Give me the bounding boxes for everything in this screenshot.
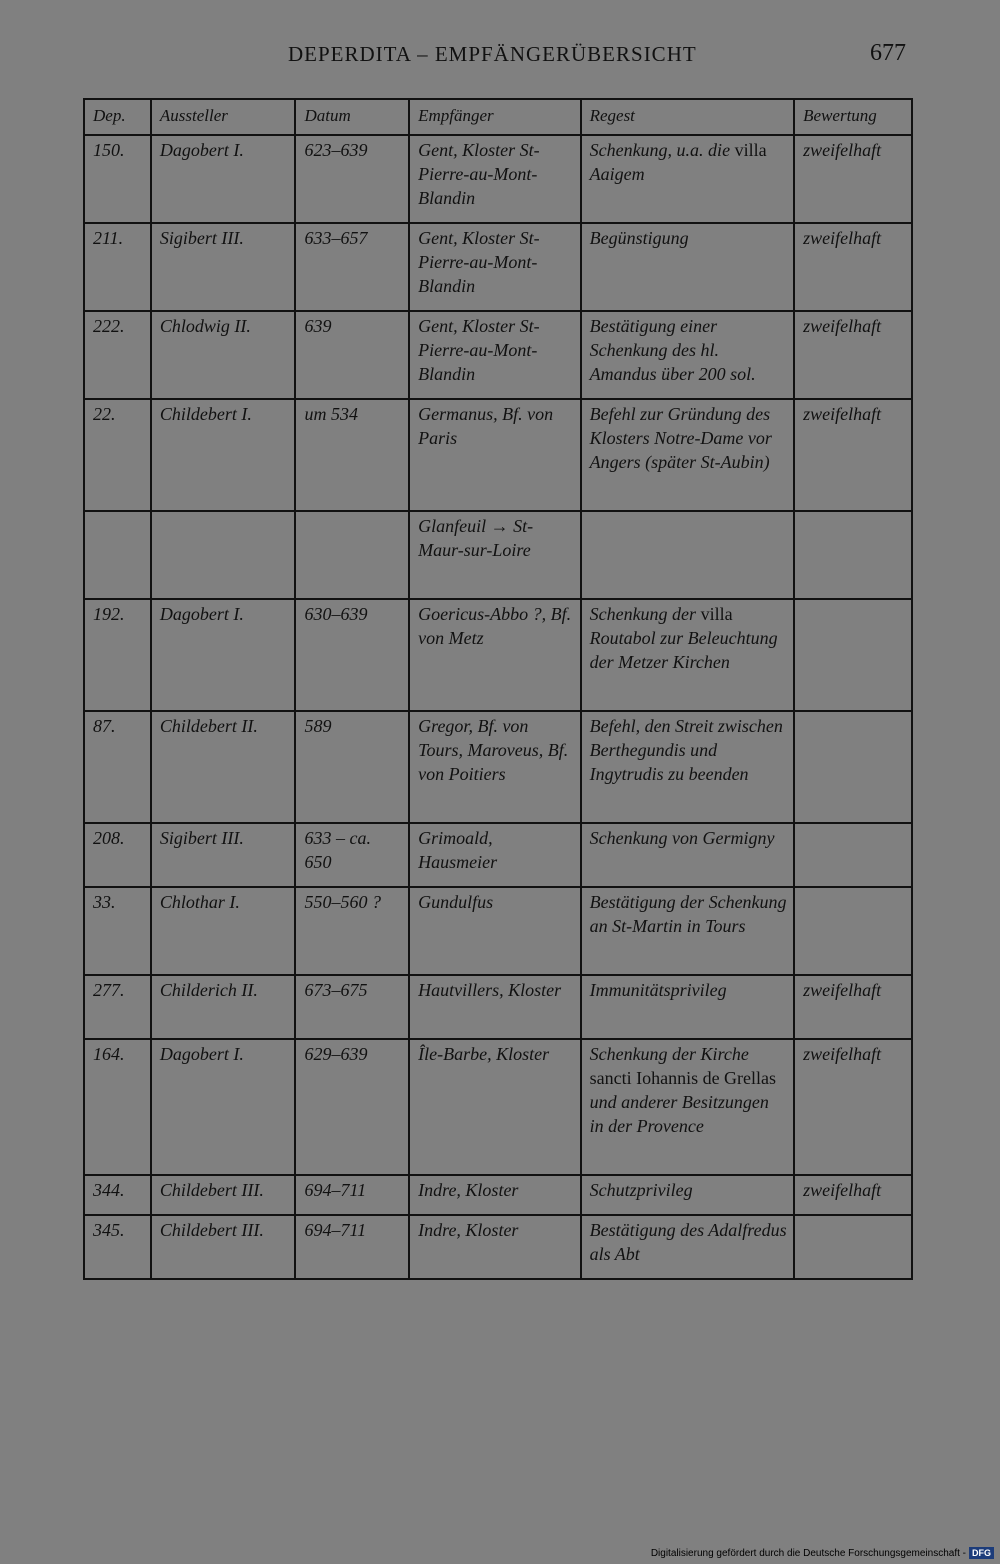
regest-cell (581, 975, 795, 1039)
datum-cell: 694–711 (295, 1215, 409, 1279)
dep-cell: 222. (84, 311, 151, 399)
table-row (84, 1215, 912, 1279)
empfaenger-cell: Goericus-Abbo ?, Bf. von Metz (409, 599, 580, 711)
table-row (84, 311, 912, 399)
aussteller-cell (151, 511, 296, 599)
dep-cell: 211. (84, 223, 151, 311)
table-row (84, 823, 912, 887)
regest-text: Schenkung der Kirche (589, 1044, 749, 1064)
regest-roman-text: sancti Iohannis de Grellas (589, 1068, 777, 1088)
bewertung-cell: zweifelhaft (794, 975, 912, 1039)
regest-cell (581, 887, 795, 975)
table-row (84, 711, 912, 823)
bewertung-cell (794, 599, 912, 711)
bewertung-cell: zweifelhaft (794, 223, 912, 311)
table-row (84, 399, 912, 511)
bewertung-cell: zweifelhaft (794, 1175, 912, 1215)
regest-cell (581, 511, 795, 599)
regest-cell (581, 823, 795, 887)
regest-cell (581, 1039, 795, 1175)
empfaenger-cell: Grimoald, Hausmeier (409, 823, 580, 887)
regest-text: Schutzprivileg (589, 1180, 693, 1200)
regest-text: Schenkung von Germigny (589, 828, 775, 848)
regest-text: Schenkung, u.a. die (589, 140, 731, 160)
datum-cell: um 534 (295, 399, 409, 511)
regest-cell (581, 399, 795, 511)
table-row (84, 599, 912, 711)
dep-cell: 22. (84, 399, 151, 511)
bewertung-cell: zweifelhaft (794, 1039, 912, 1175)
bewertung-cell (794, 511, 912, 599)
column-header-empfaenger: Empfänger (409, 99, 580, 135)
empfaenger-cell: Gent, Kloster St-Pierre-au-Mont-Blandin (409, 223, 580, 311)
digitization-footer (651, 1547, 994, 1559)
regest-cell (581, 599, 795, 711)
bewertung-cell (794, 823, 912, 887)
column-header-aussteller: Aussteller (151, 99, 296, 135)
aussteller-cell: Chlothar I. (151, 887, 296, 975)
datum-cell: 694–711 (295, 1175, 409, 1215)
regest-cell (581, 711, 795, 823)
aussteller-cell: Childebert II. (151, 711, 296, 823)
regest-roman-text: villa (734, 140, 767, 160)
regest-text: Schenkung der (589, 604, 697, 624)
regest-cell (581, 1175, 795, 1215)
empfaenger-cell: Glanfeuil → St-Maur-sur-Loire (409, 511, 580, 599)
datum-cell: 623–639 (295, 135, 409, 223)
dep-cell: 344. (84, 1175, 151, 1215)
dep-cell: 164. (84, 1039, 151, 1175)
empfaenger-cell: Indre, Kloster (409, 1175, 580, 1215)
bewertung-cell: zweifelhaft (794, 311, 912, 399)
regest-text: Immunitätsprivileg (589, 980, 727, 1000)
empfaenger-cell: Germanus, Bf. von Paris (409, 399, 580, 511)
regest-text: Befehl, den Streit zwischen Berthegundis und Ingytrudis zu beenden (589, 716, 783, 784)
regest-cell (581, 223, 795, 311)
aussteller-cell: Childebert III. (151, 1175, 296, 1215)
datum-cell: 639 (295, 311, 409, 399)
regest-cell (581, 311, 795, 399)
table-row (84, 135, 912, 223)
regest-text-cont: Aaigem (589, 164, 645, 184)
regest-roman-text: villa (700, 604, 733, 624)
empfaenger-cell: Indre, Kloster (409, 1215, 580, 1279)
datum-cell: 550–560 ? (295, 887, 409, 975)
bewertung-cell: zweifelhaft (794, 135, 912, 223)
running-head: DEPERDITA – EMPFÄNGERÜBERSICHT (288, 42, 697, 66)
regest-text-cont: und anderer Besitzungen in der Provence (589, 1092, 769, 1136)
aussteller-cell: Sigibert III. (151, 823, 296, 887)
datum-cell: 633 – ca. 650 (295, 823, 409, 887)
aussteller-cell: Dagobert I. (151, 135, 296, 223)
regest-text: Bestätigung des Adalfredus als Abt (589, 1220, 787, 1264)
aussteller-cell: Chlodwig II. (151, 311, 296, 399)
column-header-datum: Datum (295, 99, 409, 135)
aussteller-cell: Childebert III. (151, 1215, 296, 1279)
dep-cell: 33. (84, 887, 151, 975)
bewertung-cell (794, 1215, 912, 1279)
dep-cell: 345. (84, 1215, 151, 1279)
footer-text: Digitalisierung gefördert durch die Deutsche Forschungsgemeinschaft - (650, 1547, 966, 1559)
table-row (84, 887, 912, 975)
aussteller-cell: Childebert I. (151, 399, 296, 511)
empfaenger-cell: Gent, Kloster St-Pierre-au-Mont-Blandin (409, 311, 580, 399)
regest-cell (581, 135, 795, 223)
bewertung-cell (794, 711, 912, 823)
regest-text: Bestätigung der Schenkung an St-Martin in Tours (589, 892, 787, 936)
empfaenger-cell: Hautvillers, Kloster (409, 975, 580, 1039)
table-header-row (84, 99, 912, 135)
bewertung-cell: zweifelhaft (794, 399, 912, 511)
regest-text: Bestätigung einer Schenkung des hl. Amandus über 200 sol. (589, 316, 756, 384)
column-header-dep: Dep. (84, 99, 151, 135)
table-row (84, 1039, 912, 1175)
column-header-regest: Regest (581, 99, 795, 135)
regest-text: Begünstigung (589, 228, 689, 248)
table-row (84, 975, 912, 1039)
empfaenger-cell: Gent, Kloster St-Pierre-au-Mont-Blandin (409, 135, 580, 223)
table-row (84, 223, 912, 311)
dfg-logo: DFG (969, 1547, 994, 1559)
dep-cell: 87. (84, 711, 151, 823)
dep-cell: 277. (84, 975, 151, 1039)
bewertung-cell (794, 887, 912, 975)
table-row (84, 511, 912, 599)
column-header-bewertung: Bewertung (794, 99, 912, 135)
datum-cell (295, 511, 409, 599)
dep-cell: 208. (84, 823, 151, 887)
dep-cell (84, 511, 151, 599)
regest-text-cont: Routabol zur Beleuchtung der Metzer Kirchen (589, 628, 778, 672)
datum-cell: 673–675 (295, 975, 409, 1039)
datum-cell: 630–639 (295, 599, 409, 711)
table-row (84, 1175, 912, 1215)
aussteller-cell: Dagobert I. (151, 599, 296, 711)
deperdita-table (83, 98, 913, 1280)
aussteller-cell: Childerich II. (151, 975, 296, 1039)
empfaenger-cell: Île-Barbe, Kloster (409, 1039, 580, 1175)
page-number: 677 (870, 40, 906, 66)
datum-cell: 589 (295, 711, 409, 823)
empfaenger-cell: Gundulfus (409, 887, 580, 975)
aussteller-cell: Sigibert III. (151, 223, 296, 311)
empfaenger-cell: Gregor, Bf. von Tours, Maroveus, Bf. von Poitiers (409, 711, 580, 823)
aussteller-cell: Dagobert I. (151, 1039, 296, 1175)
datum-cell: 629–639 (295, 1039, 409, 1175)
regest-text: Befehl zur Gründung des Klosters Notre-Dame vor Angers (später St-Aubin) (589, 404, 772, 472)
dep-cell: 150. (84, 135, 151, 223)
datum-cell: 633–657 (295, 223, 409, 311)
regest-cell (581, 1215, 795, 1279)
dep-cell: 192. (84, 599, 151, 711)
